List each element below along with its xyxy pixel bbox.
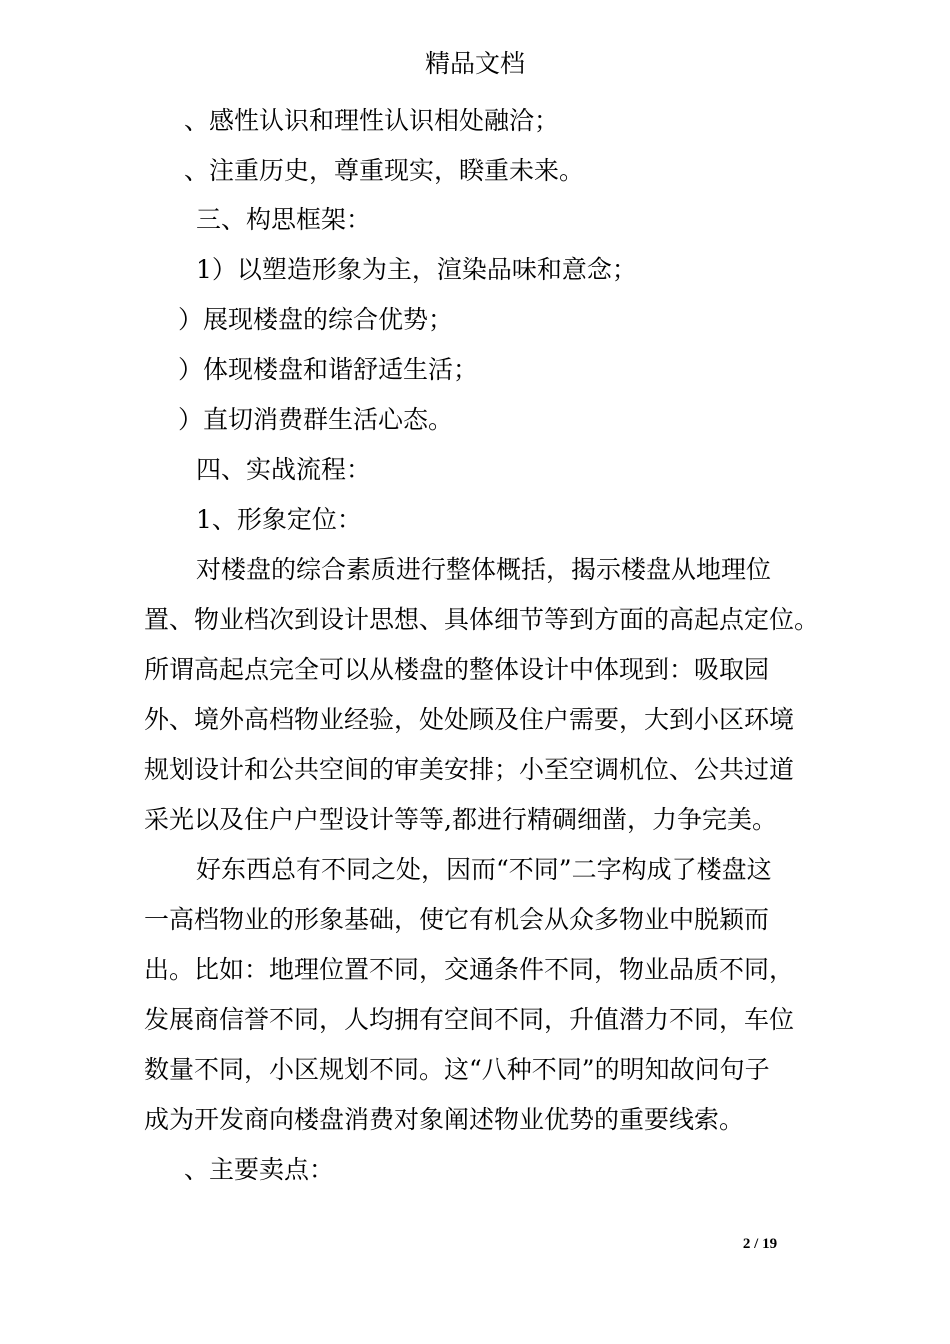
list-item: ）体现楼盘和谐舒适生活； [178,355,479,384]
list-item: 1）以塑造形象为主，渲染品味和意念； [196,255,637,284]
paragraph-line: 规划设计和公共空间的审美安排；小至空调机位、公共过道 [144,755,795,784]
paragraph-line: 对楼盘的综合素质进行整体概括，揭示楼盘从地理位 [196,555,772,584]
list-item: ）展现楼盘的综合优势； [178,305,454,334]
subsection-heading: 1、形象定位： [196,505,362,534]
text-line: 、感性认识和理性认识相处融洽； [184,106,560,135]
paragraph-line: 采光以及住户户型设计等等,都进行精碉细凿，力争完美。 [144,805,777,834]
paragraph-line: 成为开发商向楼盘消费对象阐述物业优势的重要线索。 [144,1105,745,1134]
section-heading: 四、实战流程： [196,455,372,484]
paragraph-line: 所谓高起点完全可以从楼盘的整体设计中体现到：吸取园 [144,655,770,684]
paragraph-line: 置、物业档次到设计思想、具体细节等到方面的高起点定位。 [144,605,820,634]
paragraph-line: 好东西总有不同之处，因而“不同”二字构成了楼盘这 [196,855,772,884]
page-number: 2 / 19 [742,1236,778,1252]
paragraph-line: 数量不同，小区规划不同。这“八种不同”的明知故问句子 [144,1055,770,1084]
section-heading: 、主要卖点： [184,1155,335,1184]
paragraph-line: 一高档物业的形象基础，使它有机会从众多物业中脱颖而 [144,905,770,934]
paragraph-line: 外、境外高档物业经验，处处顾及住户需要，大到小区环境 [144,705,795,734]
paragraph-line: 出。比如：地理位置不同，交通条件不同，物业品质不同， [144,955,795,984]
text-line: 、注重历史，尊重现实，睽重未来。 [184,156,585,185]
list-item: ）直切消费群生活心态。 [178,405,454,434]
paragraph-line: 发展商信誉不同，人均拥有空间不同，升值潜力不同，车位 [144,1005,795,1034]
page-header-title: 精品文档 [424,49,525,78]
section-heading: 三、构思框架： [196,205,372,234]
